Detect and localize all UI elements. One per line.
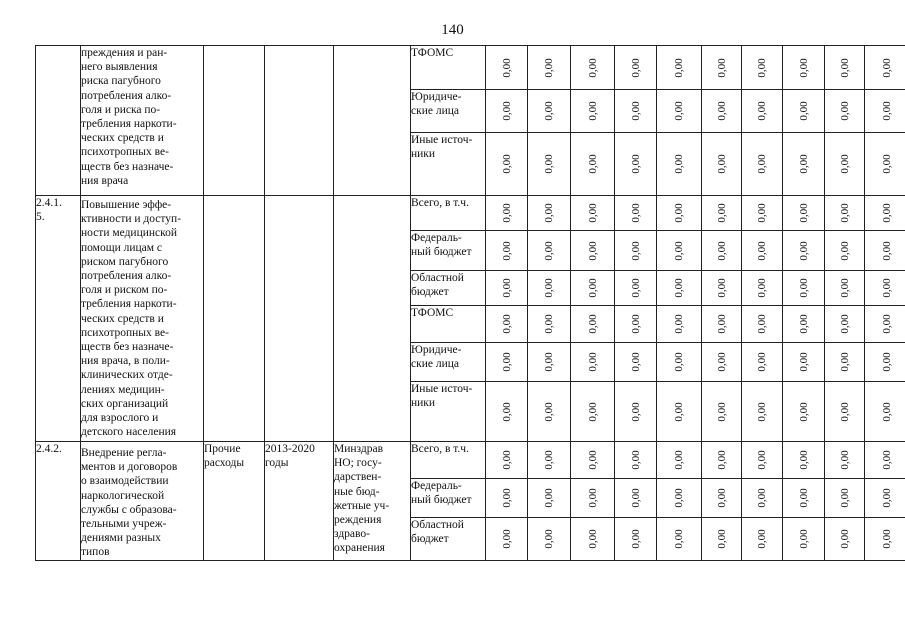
- amount-cell: [865, 46, 905, 90]
- amount-cell: [865, 196, 905, 231]
- amount-value: 0,00: [672, 450, 685, 470]
- amount-value: 0,00: [672, 240, 685, 261]
- table-row: [36, 442, 905, 479]
- amount-value: 0,00: [715, 401, 728, 422]
- amount-cell: [528, 382, 571, 442]
- amount-cell: [865, 442, 905, 479]
- amount-cell: [825, 442, 865, 479]
- amount-value: 0,00: [672, 154, 685, 174]
- amount-cell: [783, 518, 825, 560]
- implementation-period: [265, 46, 334, 196]
- amount-value: 0,00: [542, 57, 555, 78]
- amount-cell: [825, 46, 865, 90]
- amount-cell: [657, 306, 702, 343]
- amount-value: 0,00: [715, 203, 728, 223]
- amount-value: 0,00: [880, 401, 893, 422]
- amount-value: 0,00: [586, 401, 599, 422]
- amount-value: 0,00: [838, 450, 851, 470]
- amount-cell: [571, 343, 615, 382]
- amount-value: 0,00: [880, 278, 893, 298]
- amount-value: 0,00: [542, 450, 555, 470]
- amount-value: 0,00: [542, 529, 555, 549]
- amount-cell: [783, 442, 825, 479]
- amount-cell: [571, 133, 615, 196]
- amount-cell: [615, 46, 657, 90]
- amount-cell: [486, 518, 528, 560]
- amount-cell: [783, 133, 825, 196]
- amount-cell: [571, 382, 615, 442]
- amount-cell: [865, 271, 905, 306]
- amount-cell: [571, 479, 615, 518]
- amount-value: 0,00: [715, 278, 728, 298]
- amount-value: 0,00: [629, 488, 642, 508]
- amount-value: 0,00: [672, 314, 685, 334]
- amount-value: 0,00: [500, 314, 513, 334]
- amount-cell: [783, 382, 825, 442]
- amount-value: 0,00: [672, 401, 685, 422]
- amount-value: 0,00: [755, 57, 768, 78]
- amount-cell: [571, 271, 615, 306]
- amount-value: 0,00: [838, 154, 851, 174]
- funding-source: Всего, в т.ч.: [411, 442, 486, 479]
- amount-value: 0,00: [542, 278, 555, 298]
- amount-value: 0,00: [672, 101, 685, 121]
- expense-type: [204, 46, 265, 196]
- page-number: 140: [441, 22, 464, 38]
- table-row: [36, 46, 905, 90]
- funding-source: Всего, в т.ч.: [411, 196, 486, 231]
- amount-cell: [702, 382, 742, 442]
- amount-value: 0,00: [715, 57, 728, 78]
- funding-source: Федераль- ный бюджет: [411, 479, 486, 518]
- amount-cell: [783, 231, 825, 271]
- amount-value: 0,00: [500, 488, 513, 508]
- amount-cell: [742, 343, 783, 382]
- amount-value: 0,00: [838, 278, 851, 298]
- amount-value: 0,00: [880, 203, 893, 223]
- amount-cell: [615, 442, 657, 479]
- amount-value: 0,00: [629, 450, 642, 470]
- amount-value: 0,00: [715, 240, 728, 261]
- funding-source: Иные источ- ники: [411, 133, 486, 196]
- amount-value: 0,00: [755, 278, 768, 298]
- amount-cell: [615, 518, 657, 560]
- amount-value: 0,00: [715, 314, 728, 334]
- amount-cell: [571, 90, 615, 133]
- amount-value: 0,00: [880, 101, 893, 121]
- funding-source: Юридиче- ские лица: [411, 343, 486, 382]
- funding-source: ТФОМС: [411, 306, 486, 343]
- item-description: [81, 442, 204, 561]
- amount-cell: [657, 479, 702, 518]
- amount-cell: [528, 343, 571, 382]
- item-description-text: преждения и ран- него выявления риска пагубного потребления алко- голя и риска по- требления наркоти- ческих средств и психотропных ве- ществ без назначе- ния врача: [81, 47, 177, 187]
- amount-cell: [702, 306, 742, 343]
- expense-type: [204, 196, 265, 442]
- amount-value: 0,00: [715, 529, 728, 549]
- amount-value: 0,00: [715, 352, 728, 372]
- amount-cell: [657, 442, 702, 479]
- funding-source: Областной бюджет: [411, 271, 486, 306]
- amount-value: 0,00: [500, 101, 513, 121]
- amount-cell: [486, 306, 528, 343]
- amount-cell: [702, 343, 742, 382]
- amount-cell: [657, 382, 702, 442]
- amount-value: 0,00: [838, 529, 851, 549]
- amount-value: 0,00: [629, 203, 642, 223]
- amount-cell: [825, 382, 865, 442]
- amount-cell: [702, 518, 742, 560]
- amount-value: 0,00: [586, 450, 599, 470]
- amount-cell: [571, 442, 615, 479]
- funding-source: Областной бюджет: [411, 518, 486, 560]
- amount-value: 0,00: [500, 240, 513, 261]
- amount-cell: [571, 196, 615, 231]
- amount-cell: [528, 306, 571, 343]
- amount-value: 0,00: [672, 488, 685, 508]
- amount-value: 0,00: [586, 529, 599, 549]
- amount-cell: [615, 133, 657, 196]
- amount-value: 0,00: [672, 529, 685, 549]
- amount-cell: [783, 343, 825, 382]
- table-row: [36, 196, 905, 231]
- amount-value: 0,00: [629, 101, 642, 121]
- amount-cell: [486, 90, 528, 133]
- amount-cell: [783, 196, 825, 231]
- amount-value: 0,00: [755, 314, 768, 334]
- amount-cell: [486, 382, 528, 442]
- amount-value: 0,00: [586, 488, 599, 508]
- amount-cell: [865, 518, 905, 560]
- amount-value: 0,00: [797, 450, 810, 470]
- amount-value: 0,00: [797, 154, 810, 174]
- amount-value: 0,00: [797, 401, 810, 422]
- amount-value: 0,00: [715, 488, 728, 508]
- amount-cell: [528, 442, 571, 479]
- funding-source: Федераль- ный бюджет: [411, 231, 486, 271]
- item-description: [81, 196, 204, 442]
- amount-value: 0,00: [629, 240, 642, 261]
- amount-value: 0,00: [715, 101, 728, 121]
- amount-cell: [528, 231, 571, 271]
- amount-cell: [702, 196, 742, 231]
- amount-cell: [571, 306, 615, 343]
- amount-cell: [702, 479, 742, 518]
- amount-value: 0,00: [755, 240, 768, 261]
- amount-cell: [783, 306, 825, 343]
- amount-value: 0,00: [880, 240, 893, 261]
- amount-value: 0,00: [542, 101, 555, 121]
- amount-value: 0,00: [797, 240, 810, 261]
- amount-value: 0,00: [542, 314, 555, 334]
- amount-cell: [528, 90, 571, 133]
- funding-source: ТФОМС: [411, 46, 486, 90]
- amount-value: 0,00: [586, 101, 599, 121]
- amount-cell: [486, 343, 528, 382]
- amount-value: 0,00: [500, 352, 513, 372]
- amount-value: 0,00: [880, 314, 893, 334]
- amount-value: 0,00: [500, 529, 513, 549]
- amount-value: 0,00: [500, 154, 513, 174]
- amount-cell: [825, 90, 865, 133]
- amount-value: 0,00: [672, 57, 685, 78]
- amount-cell: [742, 518, 783, 560]
- amount-cell: [742, 90, 783, 133]
- amount-cell: [528, 196, 571, 231]
- amount-cell: [742, 196, 783, 231]
- amount-value: 0,00: [629, 401, 642, 422]
- amount-cell: [865, 306, 905, 343]
- amount-cell: [486, 479, 528, 518]
- amount-cell: [615, 382, 657, 442]
- amount-value: 0,00: [629, 57, 642, 78]
- amount-cell: [615, 271, 657, 306]
- amount-value: 0,00: [542, 154, 555, 174]
- amount-cell: [571, 518, 615, 560]
- executor: Минздрав НО; госу- дарствен- ные бюд- жетные уч- реждения здраво- охранения: [334, 442, 411, 561]
- amount-cell: [742, 479, 783, 518]
- amount-value: 0,00: [755, 203, 768, 223]
- item-description-text: Повышение эффе- ктивности и доступ- ности медицинской помощи лицам с риском пагубного потребления алко- голя и риском по- требления наркоти- ческих средств и психотропных ве- ществ без назначе- ния врача, в поли- клинических отде- лениях медицин- ских организаций для взрослого и детского населения: [81, 199, 182, 439]
- amount-value: 0,00: [838, 240, 851, 261]
- amount-value: 0,00: [838, 352, 851, 372]
- expense-type: Прочие расходы: [204, 442, 265, 561]
- amount-value: 0,00: [715, 154, 728, 174]
- amount-value: 0,00: [586, 278, 599, 298]
- amount-cell: [615, 479, 657, 518]
- amount-value: 0,00: [797, 278, 810, 298]
- amount-cell: [528, 479, 571, 518]
- amount-cell: [742, 231, 783, 271]
- implementation-period: 2013-2020 годы: [265, 442, 334, 561]
- amount-value: 0,00: [797, 488, 810, 508]
- amount-value: 0,00: [542, 401, 555, 422]
- amount-cell: [486, 231, 528, 271]
- amount-value: 0,00: [672, 203, 685, 223]
- amount-value: 0,00: [542, 203, 555, 223]
- item-description-text: Внедрение регла- ментов и договоров о взаимодействии наркологической службы с образова- тельными учреж- дениями разных типов: [81, 447, 178, 559]
- item-description: [81, 46, 204, 196]
- amount-cell: [865, 90, 905, 133]
- amount-value: 0,00: [755, 401, 768, 422]
- amount-cell: [657, 271, 702, 306]
- amount-cell: [657, 196, 702, 231]
- amount-value: 0,00: [880, 154, 893, 174]
- amount-cell: [783, 90, 825, 133]
- amount-cell: [865, 382, 905, 442]
- amount-cell: [742, 133, 783, 196]
- amount-cell: [486, 133, 528, 196]
- amount-value: 0,00: [500, 450, 513, 470]
- amount-cell: [615, 90, 657, 133]
- amount-cell: [702, 46, 742, 90]
- executor: [334, 46, 411, 196]
- amount-value: 0,00: [797, 57, 810, 78]
- amount-cell: [742, 306, 783, 343]
- amount-cell: [528, 271, 571, 306]
- amount-value: 0,00: [629, 314, 642, 334]
- amount-value: 0,00: [755, 529, 768, 549]
- amount-cell: [571, 231, 615, 271]
- amount-cell: [657, 231, 702, 271]
- amount-value: 0,00: [629, 278, 642, 298]
- amount-cell: [657, 46, 702, 90]
- amount-value: 0,00: [755, 352, 768, 372]
- amount-cell: [783, 479, 825, 518]
- amount-cell: [615, 306, 657, 343]
- amount-cell: [825, 518, 865, 560]
- amount-cell: [825, 271, 865, 306]
- amount-value: 0,00: [672, 352, 685, 372]
- amount-cell: [742, 442, 783, 479]
- amount-value: 0,00: [838, 314, 851, 334]
- amount-cell: [865, 133, 905, 196]
- amount-value: 0,00: [838, 488, 851, 508]
- item-code: 2.4.2.: [36, 442, 81, 561]
- amount-cell: [865, 479, 905, 518]
- funding-source: Иные источ- ники: [411, 382, 486, 442]
- amount-cell: [825, 343, 865, 382]
- amount-value: 0,00: [672, 278, 685, 298]
- amount-value: 0,00: [838, 57, 851, 78]
- amount-cell: [825, 306, 865, 343]
- amount-cell: [615, 196, 657, 231]
- amount-cell: [615, 231, 657, 271]
- amount-cell: [742, 271, 783, 306]
- amount-value: 0,00: [797, 352, 810, 372]
- implementation-period: [265, 196, 334, 442]
- amount-cell: [742, 46, 783, 90]
- amount-value: 0,00: [586, 352, 599, 372]
- amount-cell: [486, 271, 528, 306]
- funding-source: Юридиче- ские лица: [411, 90, 486, 133]
- amount-value: 0,00: [797, 101, 810, 121]
- amount-value: 0,00: [629, 352, 642, 372]
- amount-value: 0,00: [838, 203, 851, 223]
- budget-table: [35, 45, 905, 561]
- amount-value: 0,00: [755, 488, 768, 508]
- amount-cell: [702, 90, 742, 133]
- amount-cell: [783, 271, 825, 306]
- amount-cell: [865, 231, 905, 271]
- amount-value: 0,00: [880, 352, 893, 372]
- amount-value: 0,00: [755, 154, 768, 174]
- amount-cell: [571, 46, 615, 90]
- amount-value: 0,00: [500, 401, 513, 422]
- amount-cell: [657, 343, 702, 382]
- amount-value: 0,00: [500, 57, 513, 78]
- amount-value: 0,00: [797, 314, 810, 334]
- amount-value: 0,00: [838, 401, 851, 422]
- amount-value: 0,00: [586, 314, 599, 334]
- amount-cell: [825, 479, 865, 518]
- amount-value: 0,00: [755, 101, 768, 121]
- amount-value: 0,00: [586, 240, 599, 261]
- item-code: 2.4.1. 5.: [36, 196, 81, 442]
- amount-cell: [742, 382, 783, 442]
- amount-value: 0,00: [586, 57, 599, 78]
- amount-value: 0,00: [586, 203, 599, 223]
- amount-value: 0,00: [880, 529, 893, 549]
- amount-value: 0,00: [542, 352, 555, 372]
- amount-value: 0,00: [715, 450, 728, 470]
- amount-value: 0,00: [586, 154, 599, 174]
- amount-value: 0,00: [500, 203, 513, 223]
- amount-cell: [825, 196, 865, 231]
- amount-value: 0,00: [542, 240, 555, 261]
- amount-value: 0,00: [629, 529, 642, 549]
- amount-cell: [702, 231, 742, 271]
- amount-value: 0,00: [838, 101, 851, 121]
- amount-cell: [486, 442, 528, 479]
- amount-cell: [528, 133, 571, 196]
- amount-value: 0,00: [542, 488, 555, 508]
- amount-cell: [486, 196, 528, 231]
- amount-cell: [702, 133, 742, 196]
- amount-cell: [657, 518, 702, 560]
- amount-value: 0,00: [880, 450, 893, 470]
- amount-cell: [615, 343, 657, 382]
- amount-cell: [825, 133, 865, 196]
- amount-cell: [783, 46, 825, 90]
- amount-value: 0,00: [797, 529, 810, 549]
- amount-cell: [486, 46, 528, 90]
- executor: [334, 196, 411, 442]
- amount-cell: [657, 90, 702, 133]
- amount-cell: [528, 46, 571, 90]
- amount-cell: [528, 518, 571, 560]
- amount-value: 0,00: [755, 450, 768, 470]
- item-code: [36, 46, 81, 196]
- amount-value: 0,00: [797, 203, 810, 223]
- amount-cell: [825, 231, 865, 271]
- amount-cell: [702, 442, 742, 479]
- amount-cell: [657, 133, 702, 196]
- amount-value: 0,00: [880, 57, 893, 78]
- amount-cell: [702, 271, 742, 306]
- amount-cell: [865, 343, 905, 382]
- amount-value: 0,00: [880, 488, 893, 508]
- amount-value: 0,00: [629, 154, 642, 174]
- amount-value: 0,00: [500, 278, 513, 298]
